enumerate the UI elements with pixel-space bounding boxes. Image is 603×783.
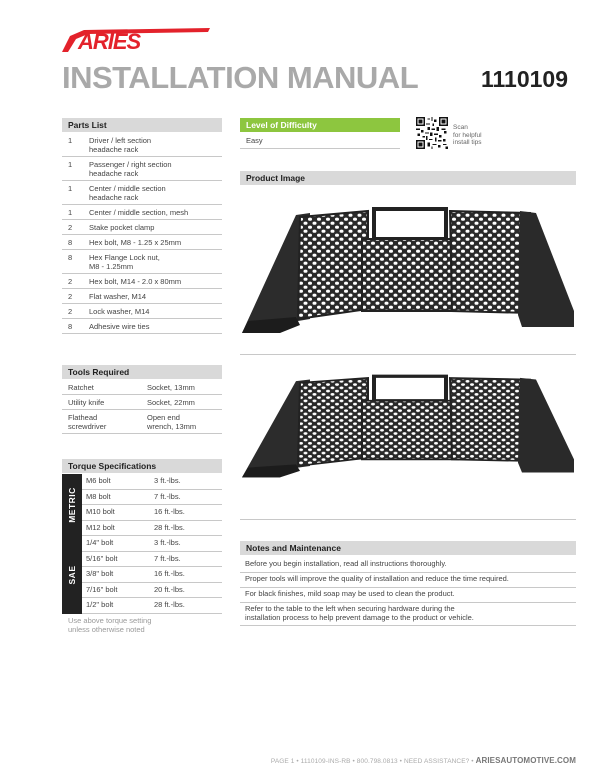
tool-name: screwdriver xyxy=(68,422,107,431)
part-description-line: Driver / left section xyxy=(89,136,152,145)
part-description xyxy=(84,157,222,181)
sae-label: SAE xyxy=(67,565,77,585)
part-description xyxy=(84,205,222,220)
torque-value: 3 ft.-lbs. xyxy=(154,476,181,485)
table-row xyxy=(62,235,222,250)
qr-caption-line: install tips xyxy=(453,139,482,146)
table-row xyxy=(62,274,222,289)
part-description xyxy=(84,220,222,235)
table-row xyxy=(82,521,222,537)
tool-name: Flathead xyxy=(68,413,98,422)
table-row xyxy=(62,250,222,274)
sae-rows xyxy=(82,536,222,614)
part-description xyxy=(84,289,222,304)
divider xyxy=(240,354,576,355)
table-row xyxy=(62,395,222,410)
difficulty-value: Easy xyxy=(246,136,263,145)
torque-bolt: 3/8" bolt xyxy=(86,569,114,578)
torque-value: 16 ft.-lbs. xyxy=(154,569,185,578)
footer-text: PAGE 1 • 1110109-INS-RB • 800.798.0813 • NEED ASSISTANCE? • xyxy=(270,758,474,765)
part-description-line: Adhesive wire ties xyxy=(89,322,150,331)
table-row xyxy=(62,220,222,235)
table-row xyxy=(62,410,222,434)
torque-note-line: Use above torque setting xyxy=(68,616,152,625)
table-row xyxy=(62,289,222,304)
part-description-line: Passenger / right section xyxy=(89,160,172,169)
table-row xyxy=(62,380,222,395)
part-qty: 1 xyxy=(62,181,84,205)
note-item xyxy=(240,573,576,588)
metric-band xyxy=(62,474,82,536)
footer xyxy=(271,756,576,765)
note-item xyxy=(240,558,576,573)
torque-note-line: unless otherwise noted xyxy=(68,625,145,634)
divider xyxy=(240,519,576,520)
table-row xyxy=(82,552,222,568)
part-qty: 2 xyxy=(62,274,84,289)
part-description xyxy=(84,304,222,319)
metric-label: METRIC xyxy=(67,487,77,523)
tool-name: Utility knife xyxy=(68,398,105,407)
torque-bolt: 1/2" bolt xyxy=(86,600,114,609)
part-description-line: M8 - 1.25mm xyxy=(89,262,134,271)
torque-value: 7 ft.-lbs. xyxy=(154,553,181,563)
part-qty: 2 xyxy=(62,289,84,304)
part-description-line: headache rack xyxy=(89,169,139,178)
tool-cell xyxy=(62,395,142,410)
torque-value: 28 ft.-lbs. xyxy=(154,600,185,609)
table-row xyxy=(82,490,222,506)
torque-note xyxy=(68,616,218,634)
table-row xyxy=(82,536,222,552)
torque-bolt: M6 bolt xyxy=(86,476,111,485)
part-qty: 8 xyxy=(62,235,84,250)
part-qty: 8 xyxy=(62,250,84,274)
part-description-line: Center / middle section, mesh xyxy=(89,208,189,217)
notes-heading: Notes and Maintenance xyxy=(240,541,576,555)
part-description-line: Stake pocket clamp xyxy=(89,223,155,232)
note-line: For black finishes, mild soap may be used to clean the product. xyxy=(245,589,455,598)
note-item xyxy=(240,603,576,626)
part-description xyxy=(84,235,222,250)
qr-code-icon[interactable] xyxy=(416,117,448,149)
torque-bolt: 1/4" bolt xyxy=(86,538,114,547)
table-row xyxy=(82,567,222,583)
part-qty: 2 xyxy=(62,220,84,235)
difficulty-heading: Level of Difficulty xyxy=(240,118,400,132)
torque-heading: Torque Specifications xyxy=(62,459,222,473)
torque-value: 3 ft.-lbs. xyxy=(154,538,181,547)
note-line: Refer to the table to the left when securing hardware during the xyxy=(245,604,455,613)
table-row xyxy=(62,319,222,334)
tool-name: wrench, 13mm xyxy=(147,422,197,431)
product-image-no-mesh xyxy=(240,373,576,479)
metric-rows xyxy=(82,474,222,536)
torque-sae-group xyxy=(62,536,222,614)
table-row xyxy=(62,181,222,205)
note-line: Proper tools will improve the quality of installation and reduce the time required. xyxy=(245,574,509,583)
part-qty: 1 xyxy=(62,133,84,157)
tool-cell xyxy=(142,395,222,410)
tools-heading: Tools Required xyxy=(62,365,222,379)
part-description xyxy=(84,133,222,157)
sae-band xyxy=(62,536,82,614)
aries-logo xyxy=(62,26,210,52)
tool-name: Open end xyxy=(147,413,180,422)
table-row xyxy=(62,304,222,319)
table-row xyxy=(82,474,222,490)
table-row xyxy=(82,505,222,521)
note-item xyxy=(240,588,576,603)
tools-table xyxy=(62,380,222,434)
part-description xyxy=(84,274,222,289)
torque-value: 7 ft.-lbs. xyxy=(154,491,181,501)
tool-cell xyxy=(62,410,142,434)
torque-bolt: M8 bolt xyxy=(86,491,111,501)
torque-metric-group xyxy=(62,474,222,536)
tool-name: Socket, 13mm xyxy=(147,383,195,392)
note-line: Before you begin installation, read all instructions thoroughly. xyxy=(245,559,447,568)
qr-caption-line: for helpful xyxy=(453,131,482,139)
tool-cell xyxy=(62,380,142,395)
product-image-heading: Product Image xyxy=(240,171,576,185)
torque-value: 28 ft.-lbs. xyxy=(154,522,185,532)
torque-value: 16 ft.-lbs. xyxy=(154,507,185,516)
torque-bolt: 5/16" bolt xyxy=(86,553,118,563)
parts-list-heading: Parts List xyxy=(62,118,222,132)
table-row xyxy=(82,598,222,614)
torque-value: 20 ft.-lbs. xyxy=(154,584,185,594)
qr-caption-line: Scan xyxy=(453,124,468,131)
part-description-line: Lock washer, M14 xyxy=(89,307,150,316)
parts-list-table xyxy=(62,133,222,334)
divider xyxy=(240,148,400,149)
table-row xyxy=(62,157,222,181)
brand-name: ARIES xyxy=(78,29,141,52)
page-title: INSTALLATION MANUAL xyxy=(62,60,419,95)
part-description-line: headache rack xyxy=(89,145,139,154)
part-number: 1110109 xyxy=(481,66,569,92)
tool-name: Socket, 22mm xyxy=(147,398,195,407)
footer-website-link[interactable]: ARIESAUTOMOTIVE.COM xyxy=(475,756,576,765)
torque-bolt: M10 bolt xyxy=(86,507,115,516)
part-qty: 2 xyxy=(62,304,84,319)
qr-caption xyxy=(453,124,482,147)
torque-bolt: 7/16" bolt xyxy=(86,584,118,594)
part-description-line: Hex Flange Lock nut, xyxy=(89,253,160,262)
tool-name: Ratchet xyxy=(68,383,94,392)
part-description-line: Hex bolt, M14 - 2.0 x 80mm xyxy=(89,277,182,286)
part-qty: 1 xyxy=(62,157,84,181)
part-description xyxy=(84,319,222,334)
torque-bolt: M12 bolt xyxy=(86,522,115,532)
part-description-line: Hex bolt, M8 - 1.25 x 25mm xyxy=(89,238,182,247)
table-row xyxy=(82,583,222,599)
table-row xyxy=(62,205,222,220)
part-description-line: Center / middle section xyxy=(89,184,166,193)
table-row xyxy=(62,133,222,157)
tool-cell xyxy=(142,380,222,395)
note-line: installation process to help prevent damage to the product or vehicle. xyxy=(245,613,474,622)
product-image-front xyxy=(240,205,576,335)
part-description xyxy=(84,181,222,205)
part-qty: 1 xyxy=(62,205,84,220)
torque-table xyxy=(62,474,222,614)
part-description-line: Flat washer, M14 xyxy=(89,292,147,301)
part-description xyxy=(84,250,222,274)
tool-cell xyxy=(142,410,222,434)
part-description-line: headache rack xyxy=(89,193,139,202)
part-qty: 8 xyxy=(62,319,84,334)
